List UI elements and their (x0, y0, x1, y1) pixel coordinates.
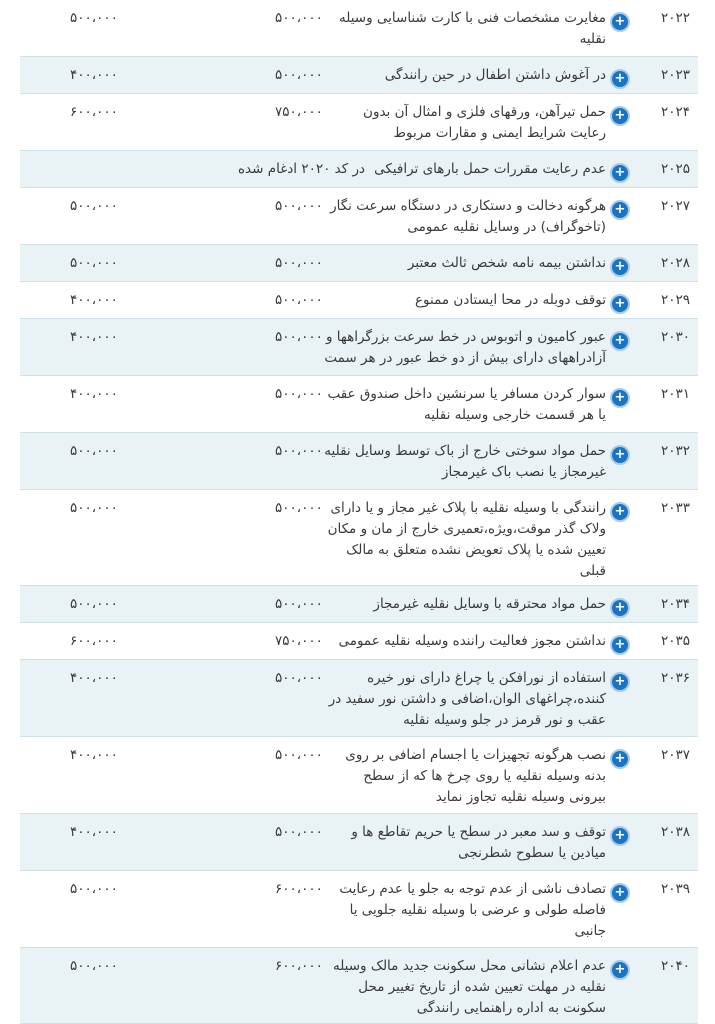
fine-amount-primary: ۵۰۰،۰۰۰ (275, 747, 323, 763)
table-row (20, 245, 698, 282)
table-row (20, 151, 698, 188)
fine-amount-primary: ۶۰۰،۰۰۰ (275, 958, 323, 974)
violation-code: ۲۰۲۷ (660, 198, 690, 214)
violation-code: ۲۰۳۴ (660, 596, 690, 612)
fine-amount-secondary: ۵۰۰،۰۰۰ (70, 198, 118, 214)
violation-description: در آغوش داشتن اطفال در حین رانندگی (384, 67, 606, 83)
table-row (20, 188, 698, 245)
table-row (20, 623, 698, 660)
plus-circle-icon[interactable]: + (610, 257, 630, 277)
fine-amount-primary: ۵۰۰،۰۰۰ (275, 596, 323, 612)
table-row (20, 586, 698, 623)
fine-amount-secondary: ۵۰۰،۰۰۰ (70, 443, 118, 459)
violation-description: توقف دوبله در محا ایستادن ممنوع (414, 292, 606, 308)
table-row (20, 814, 698, 871)
fine-amount-primary: ۵۰۰،۰۰۰ (275, 500, 323, 516)
violation-description: حمل مواد محترقه با وسایل نقلیه غیرمجاز (373, 596, 606, 612)
violation-code: ۲۰۳۹ (660, 881, 690, 897)
plus-circle-icon[interactable]: + (610, 388, 630, 408)
violation-code: ۲۰۲۲ (660, 10, 690, 26)
fine-amount-secondary: ۴۰۰،۰۰۰ (70, 670, 118, 686)
plus-circle-icon[interactable]: + (610, 883, 630, 903)
fine-amount-secondary: ۴۰۰،۰۰۰ (70, 329, 118, 345)
fine-amount-primary: ۵۰۰،۰۰۰ (275, 198, 323, 214)
violation-code: ۲۰۳۰ (660, 329, 690, 345)
fine-amount-secondary: ۴۰۰،۰۰۰ (70, 67, 118, 83)
violation-code: ۲۰۲۸ (660, 255, 690, 271)
fine-amount-primary: ۵۰۰،۰۰۰ (275, 824, 323, 840)
fine-amount-primary: ۶۰۰،۰۰۰ (275, 881, 323, 897)
violation-code: ۲۰۳۶ (660, 670, 690, 686)
table-row (20, 282, 698, 319)
violation-description: حمل مواد سوختی خارج از باک توسط وسایل نقلیه غیرمجاز یا نصب باک غیرمجاز (324, 443, 606, 480)
violation-description: عدم اعلام نشانی محل سکونت جدید مالک وسیله نقلیه در مهلت تعیین شده از تاریخ تغییر محل سکونت به اداره راهنمایی رانندگی (332, 958, 606, 1016)
plus-circle-icon[interactable]: + (610, 12, 630, 32)
plus-circle-icon[interactable]: + (610, 598, 630, 618)
fine-amount-primary: ۵۰۰،۰۰۰ (275, 443, 323, 459)
fine-amount-primary: ۵۰۰،۰۰۰ (275, 386, 323, 402)
violation-code: ۲۰۴۰ (660, 958, 690, 974)
plus-circle-icon[interactable]: + (610, 672, 630, 692)
violation-description: سوار کردن مسافر یا سرنشین داخل صندوق عقب یا هر قسمت خارجی وسیله نقلیه (327, 386, 606, 423)
violation-description: نصب هرگونه تجهیزات یا اجسام اضافی بر روی بدنه وسیله نقلیه یا روی چرخ ها که از سطح بیرونی وسیله نقلیه تجاوز نماید (345, 747, 606, 805)
fine-amount-secondary: ۵۰۰،۰۰۰ (70, 958, 118, 974)
violation-description: رانندگی با وسیله نقلیه با پلاک غیر مجاز و یا دارای ولاک گذر موقت،ویژه،تعمیری خارج از مان و مکان تعیین شده یا پلاک تعویض نشده متعلق به مالک قبلی (327, 500, 606, 579)
violation-code: ۲۰۲۳ (660, 67, 690, 83)
plus-circle-icon[interactable]: + (610, 749, 630, 769)
fine-amount-secondary: ۶۰۰،۰۰۰ (70, 633, 118, 649)
table-row (20, 948, 698, 1024)
fine-amount-secondary: ۶۰۰،۰۰۰ (70, 104, 118, 120)
fine-amount-primary: در کد ۲۰۲۰ ادغام شده (237, 161, 365, 177)
plus-circle-icon[interactable]: + (610, 826, 630, 846)
violation-description: هرگونه دخالت و دستکاری در دستگاه سرعت نگار (تاخوگراف) در وسایل نقلیه عمومی (330, 198, 606, 235)
table-row (20, 660, 698, 737)
fine-amount-secondary: ۵۰۰،۰۰۰ (70, 255, 118, 271)
violation-code: ۲۰۲۵ (660, 161, 690, 177)
fine-amount-primary: ۷۵۰،۰۰۰ (275, 633, 323, 649)
fine-amount-secondary: ۴۰۰،۰۰۰ (70, 747, 118, 763)
violation-description: استفاده از نورافکن یا چراغ دارای نور خیره کننده،چراغهای الوان،اضافی و داشتن نور سفید در عقب و نور قرمز در جلو وسیله نقلیه (328, 670, 606, 728)
violation-description: عبور کامیون و اتوبوس در خط سرعت بزرگراهها و آزادراههای دارای بیش از دو خط عبور در هر سمت (324, 329, 606, 366)
fine-amount-secondary: ۴۰۰،۰۰۰ (70, 824, 118, 840)
plus-circle-icon[interactable]: + (610, 200, 630, 220)
plus-circle-icon[interactable]: + (610, 106, 630, 126)
plus-circle-icon[interactable]: + (610, 635, 630, 655)
plus-circle-icon[interactable]: + (610, 69, 630, 89)
fine-amount-secondary: ۴۰۰،۰۰۰ (70, 386, 118, 402)
fine-amount-secondary: ۵۰۰،۰۰۰ (70, 881, 118, 897)
violation-description: مغایرت مشخصات فنی با کارت شناسایی وسیله نقلیه (338, 10, 606, 47)
plus-circle-icon[interactable]: + (610, 960, 630, 980)
fine-amount-secondary: ۵۰۰،۰۰۰ (70, 596, 118, 612)
plus-circle-icon[interactable]: + (610, 331, 630, 351)
fine-amount-secondary: ۵۰۰،۰۰۰ (70, 500, 118, 516)
violation-description: توقف و سد معبر در سطح یا حریم تقاطع ها و میادین یا سطوح شطرنجی (351, 824, 606, 861)
violation-code: ۲۰۳۵ (660, 633, 690, 649)
fine-amount-primary: ۵۰۰،۰۰۰ (275, 10, 323, 26)
fine-amount-primary: ۵۰۰،۰۰۰ (275, 670, 323, 686)
table-row (20, 94, 698, 151)
fine-amount-primary: ۷۵۰،۰۰۰ (275, 104, 323, 120)
fine-amount-primary: ۵۰۰،۰۰۰ (275, 255, 323, 271)
violation-code: ۲۰۳۱ (660, 386, 690, 402)
violation-code: ۲۰۳۲ (660, 443, 690, 459)
violation-code: ۲۰۳۷ (660, 747, 690, 763)
violation-description: نداشتن بیمه نامه شخص ثالث معتبر (407, 255, 606, 271)
table-row (20, 376, 698, 433)
table-row (20, 433, 698, 490)
table-row (20, 319, 698, 376)
table-row (20, 737, 698, 814)
violation-description: عدم رعایت مقررات حمل بارهای ترافیکی (374, 161, 606, 177)
violation-code: ۲۰۲۴ (660, 104, 690, 120)
fine-amount-primary: ۵۰۰،۰۰۰ (275, 67, 323, 83)
table-row (20, 871, 698, 948)
violation-code: ۲۰۳۸ (660, 824, 690, 840)
table-row (20, 0, 698, 57)
violation-description: حمل تیرآهن، ورقهای فلزی و امثال آن بدون رعایت شرایط ایمنی و مقارات مربوط (363, 104, 606, 141)
table-row (20, 490, 698, 586)
fine-amount-primary: ۵۰۰،۰۰۰ (275, 329, 323, 345)
violation-code: ۲۰۲۹ (660, 292, 690, 308)
violation-description: تصادف ناشی از عدم توجه به جلو یا عدم رعایت فاصله طولی و عرضی با وسیله نقلیه جلویی یا جانبی (339, 881, 606, 939)
fine-amount-secondary: ۵۰۰،۰۰۰ (70, 10, 118, 26)
fine-amount-primary: ۵۰۰،۰۰۰ (275, 292, 323, 308)
plus-circle-icon[interactable]: + (610, 163, 630, 183)
plus-circle-icon[interactable]: + (610, 294, 630, 314)
violation-code: ۲۰۳۳ (660, 500, 690, 516)
violation-description: نداشتن مجوز فعالیت راننده وسیله نقلیه عمومی (338, 633, 606, 649)
plus-circle-icon[interactable]: + (610, 502, 630, 522)
fine-amount-secondary: ۴۰۰،۰۰۰ (70, 292, 118, 308)
plus-circle-icon[interactable]: + (610, 445, 630, 465)
table-row (20, 57, 698, 94)
